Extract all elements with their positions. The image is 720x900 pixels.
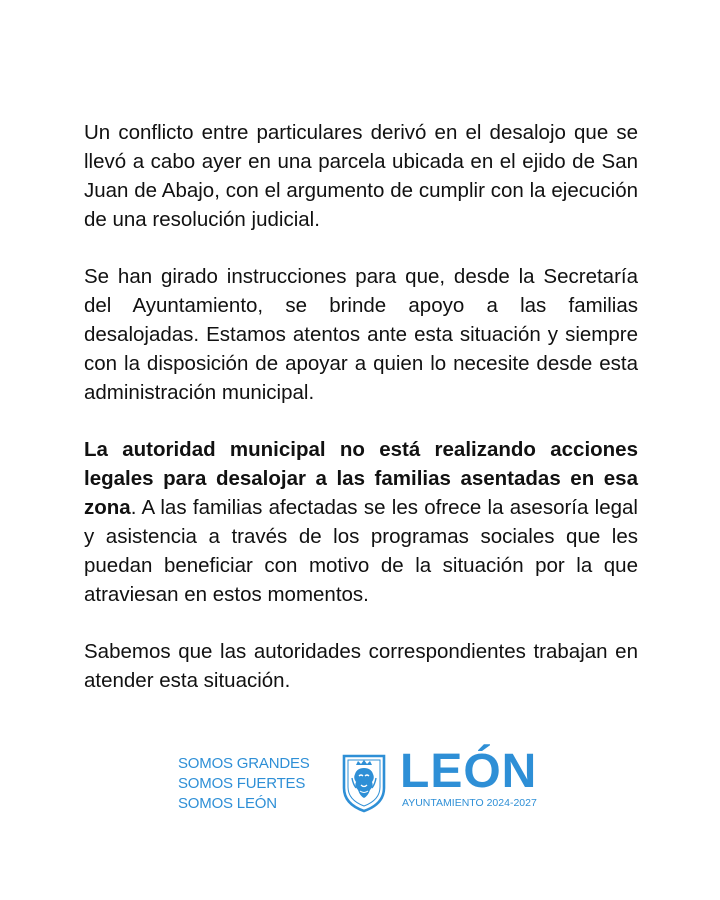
- paragraph-4: Sabemos que las autoridades correspondientes trabajan en atender esta situación.: [84, 640, 638, 692]
- slogan: [178, 754, 338, 814]
- paragraph-3-bold: La autoridad municipal no está realizando acciones legales para desalojar a las familias asentadas en esa zona: [84, 438, 638, 519]
- paragraph-3-rest: . A las familias afectadas se les ofrece la asesoría legal y asistencia a través de los programas sociales que les puedan beneficiar con motivo de la situación por la que atraviesan en estos momentos.: [84, 496, 638, 606]
- ayuntamiento-subline: AYUNTAMIENTO 2024-2027: [402, 797, 537, 809]
- statement-text: [84, 118, 638, 695]
- slogan-line-1: SOMOS GRANDES: [178, 755, 310, 772]
- leon-wordmark: LEÓN: [400, 745, 538, 798]
- paragraph-3: [84, 435, 638, 609]
- slogan-line-3: SOMOS LEÓN: [178, 795, 277, 812]
- lion-crest-icon: [341, 752, 387, 814]
- footer-branding: [178, 745, 558, 822]
- paragraph-1: Un conflicto entre particulares derivó en el desalojo que se llevó a cabo ayer en una parcela ubicada en el ejido de San Juan de Abajo, con el argumento de cumplir con la ejecución de una resolución judicial.: [84, 121, 638, 231]
- slogan-line-2: SOMOS FUERTES: [178, 775, 306, 792]
- paragraph-2: Se han girado instrucciones para que, desde la Secretaría del Ayuntamiento, se brinde apoyo a las familias desalojadas. Estamos atentos ante esta situación y siempre con la disposición de apoyar a quien lo necesite desde esta administración municipal.: [84, 265, 638, 404]
